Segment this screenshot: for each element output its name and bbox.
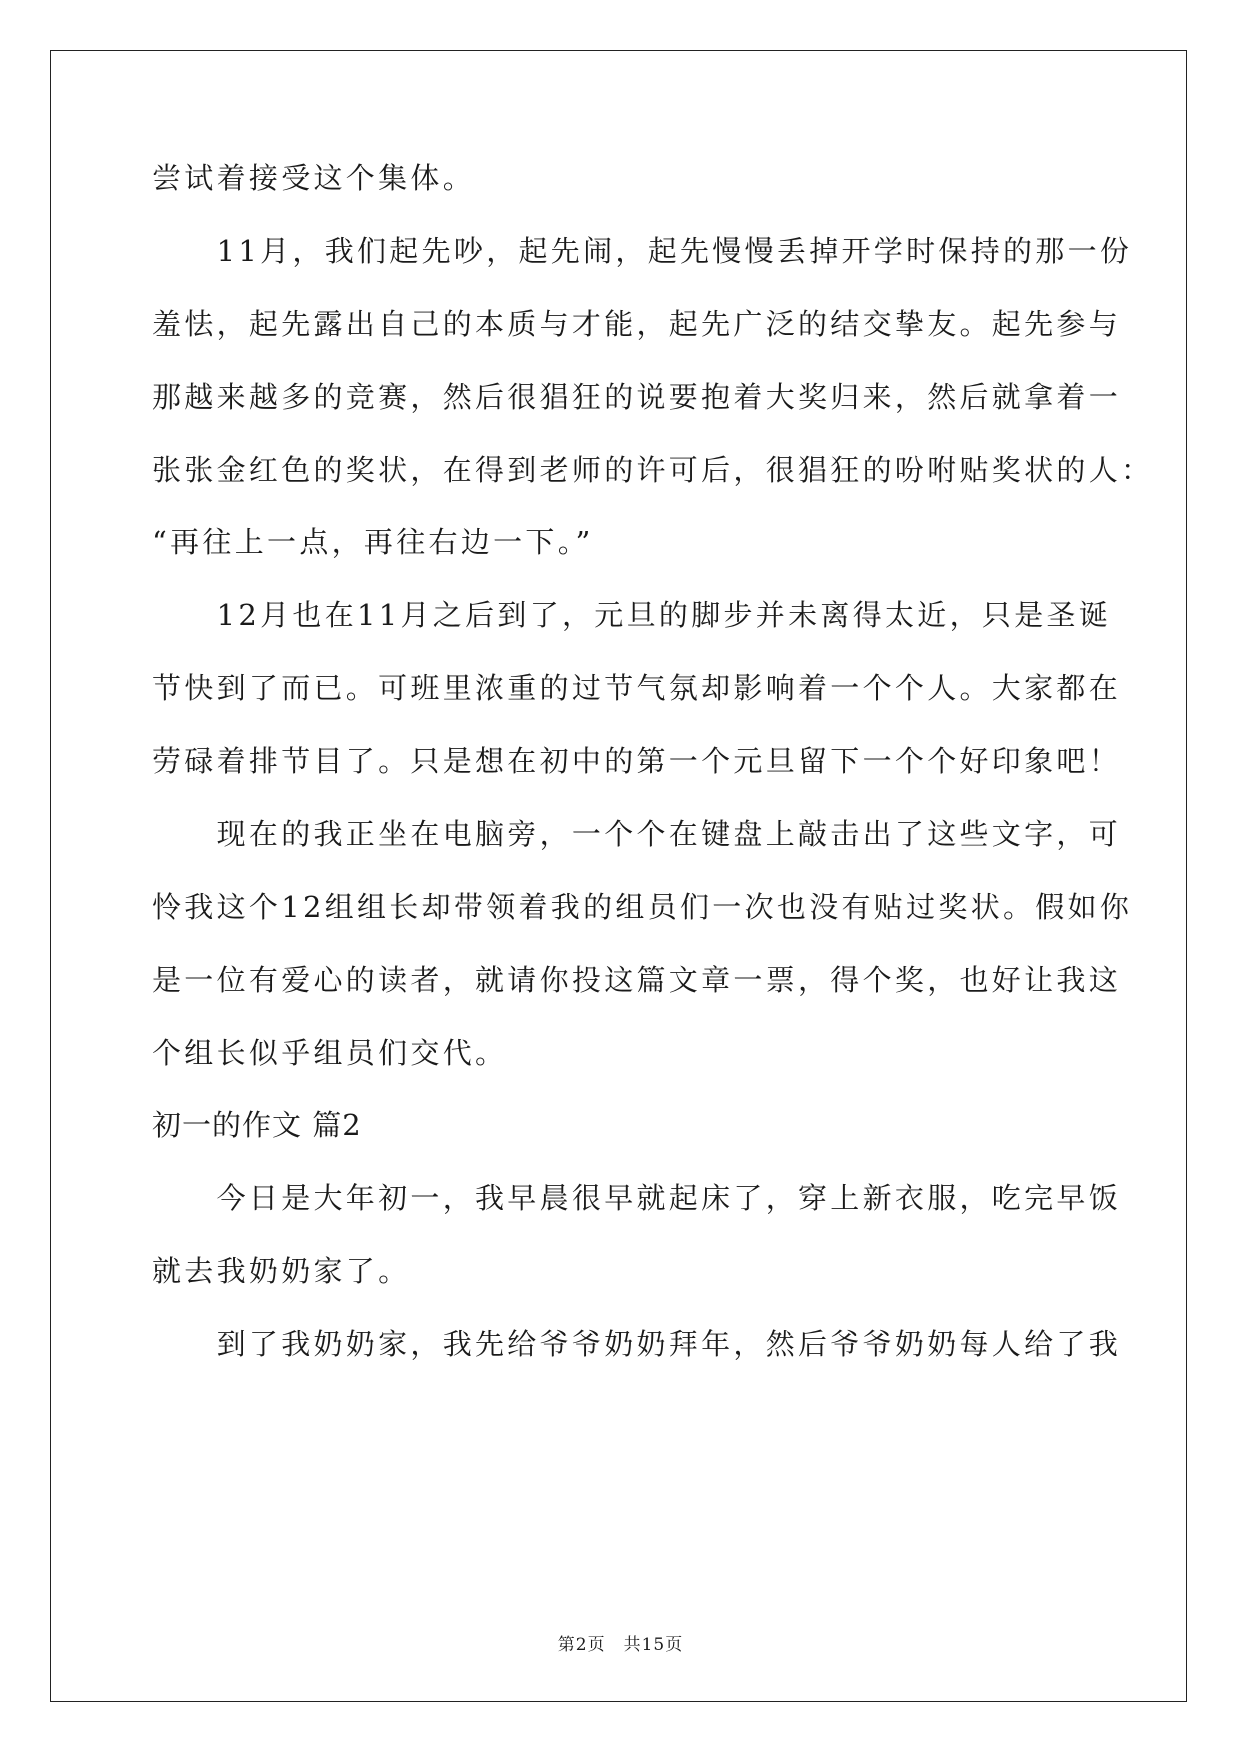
- text-line: 尝试着接受这个集体。: [152, 161, 476, 195]
- text-line: 羞怯，起先露出自己的本质与才能，起先广泛的结交挚友。起先参与: [152, 307, 1122, 341]
- text-line: 个组长似乎组员们交代。: [152, 1036, 508, 1070]
- text-line: 11月，我们起先吵，起先闹，起先慢慢丢掉开学时保持的那一份: [152, 234, 1133, 268]
- text-line: 那越来越多的竞赛，然后很猖狂的说要抱着大奖归来，然后就拿着一: [152, 380, 1122, 414]
- text-line: 劳碌着排节目了。只是想在初中的第一个元旦留下一个个好印象吧！: [152, 744, 1122, 778]
- text-line: 是一位有爱心的读者，就请你投这篇文章一票，得个奖，也好让我这: [152, 963, 1122, 997]
- text-line: 张张金红色的奖状，在得到老师的许可后，很猖狂的吩咐贴奖状的人：: [152, 453, 1154, 487]
- text-line: 到了我奶奶家，我先给爷爷奶奶拜年，然后爷爷奶奶每人给了我: [152, 1327, 1122, 1361]
- text-line: 今日是大年初一，我早晨很早就起床了，穿上新衣服，吃完早饭: [152, 1181, 1122, 1215]
- text-line: 怜我这个12组组长却带领着我的组员们一次也没有贴过奖状。假如你: [152, 890, 1133, 924]
- section-heading: 初一的作文 篇2: [152, 1108, 362, 1142]
- text-line: “再往上一点，再往右边一下。”: [152, 525, 594, 559]
- text-line: 现在的我正坐在电脑旁，一个个在键盘上敲击出了这些文字，可: [152, 817, 1122, 851]
- text-line: 就去我奶奶家了。: [152, 1254, 411, 1288]
- text-line: 节快到了而已。可班里浓重的过节气氛却影响着一个个人。大家都在: [152, 671, 1122, 705]
- text-line: 12月也在11月之后到了，元旦的脚步并未离得太近，只是圣诞: [152, 598, 1112, 632]
- page-border: [50, 50, 1187, 1702]
- page-number: 第2页 共15页: [557, 1635, 684, 1655]
